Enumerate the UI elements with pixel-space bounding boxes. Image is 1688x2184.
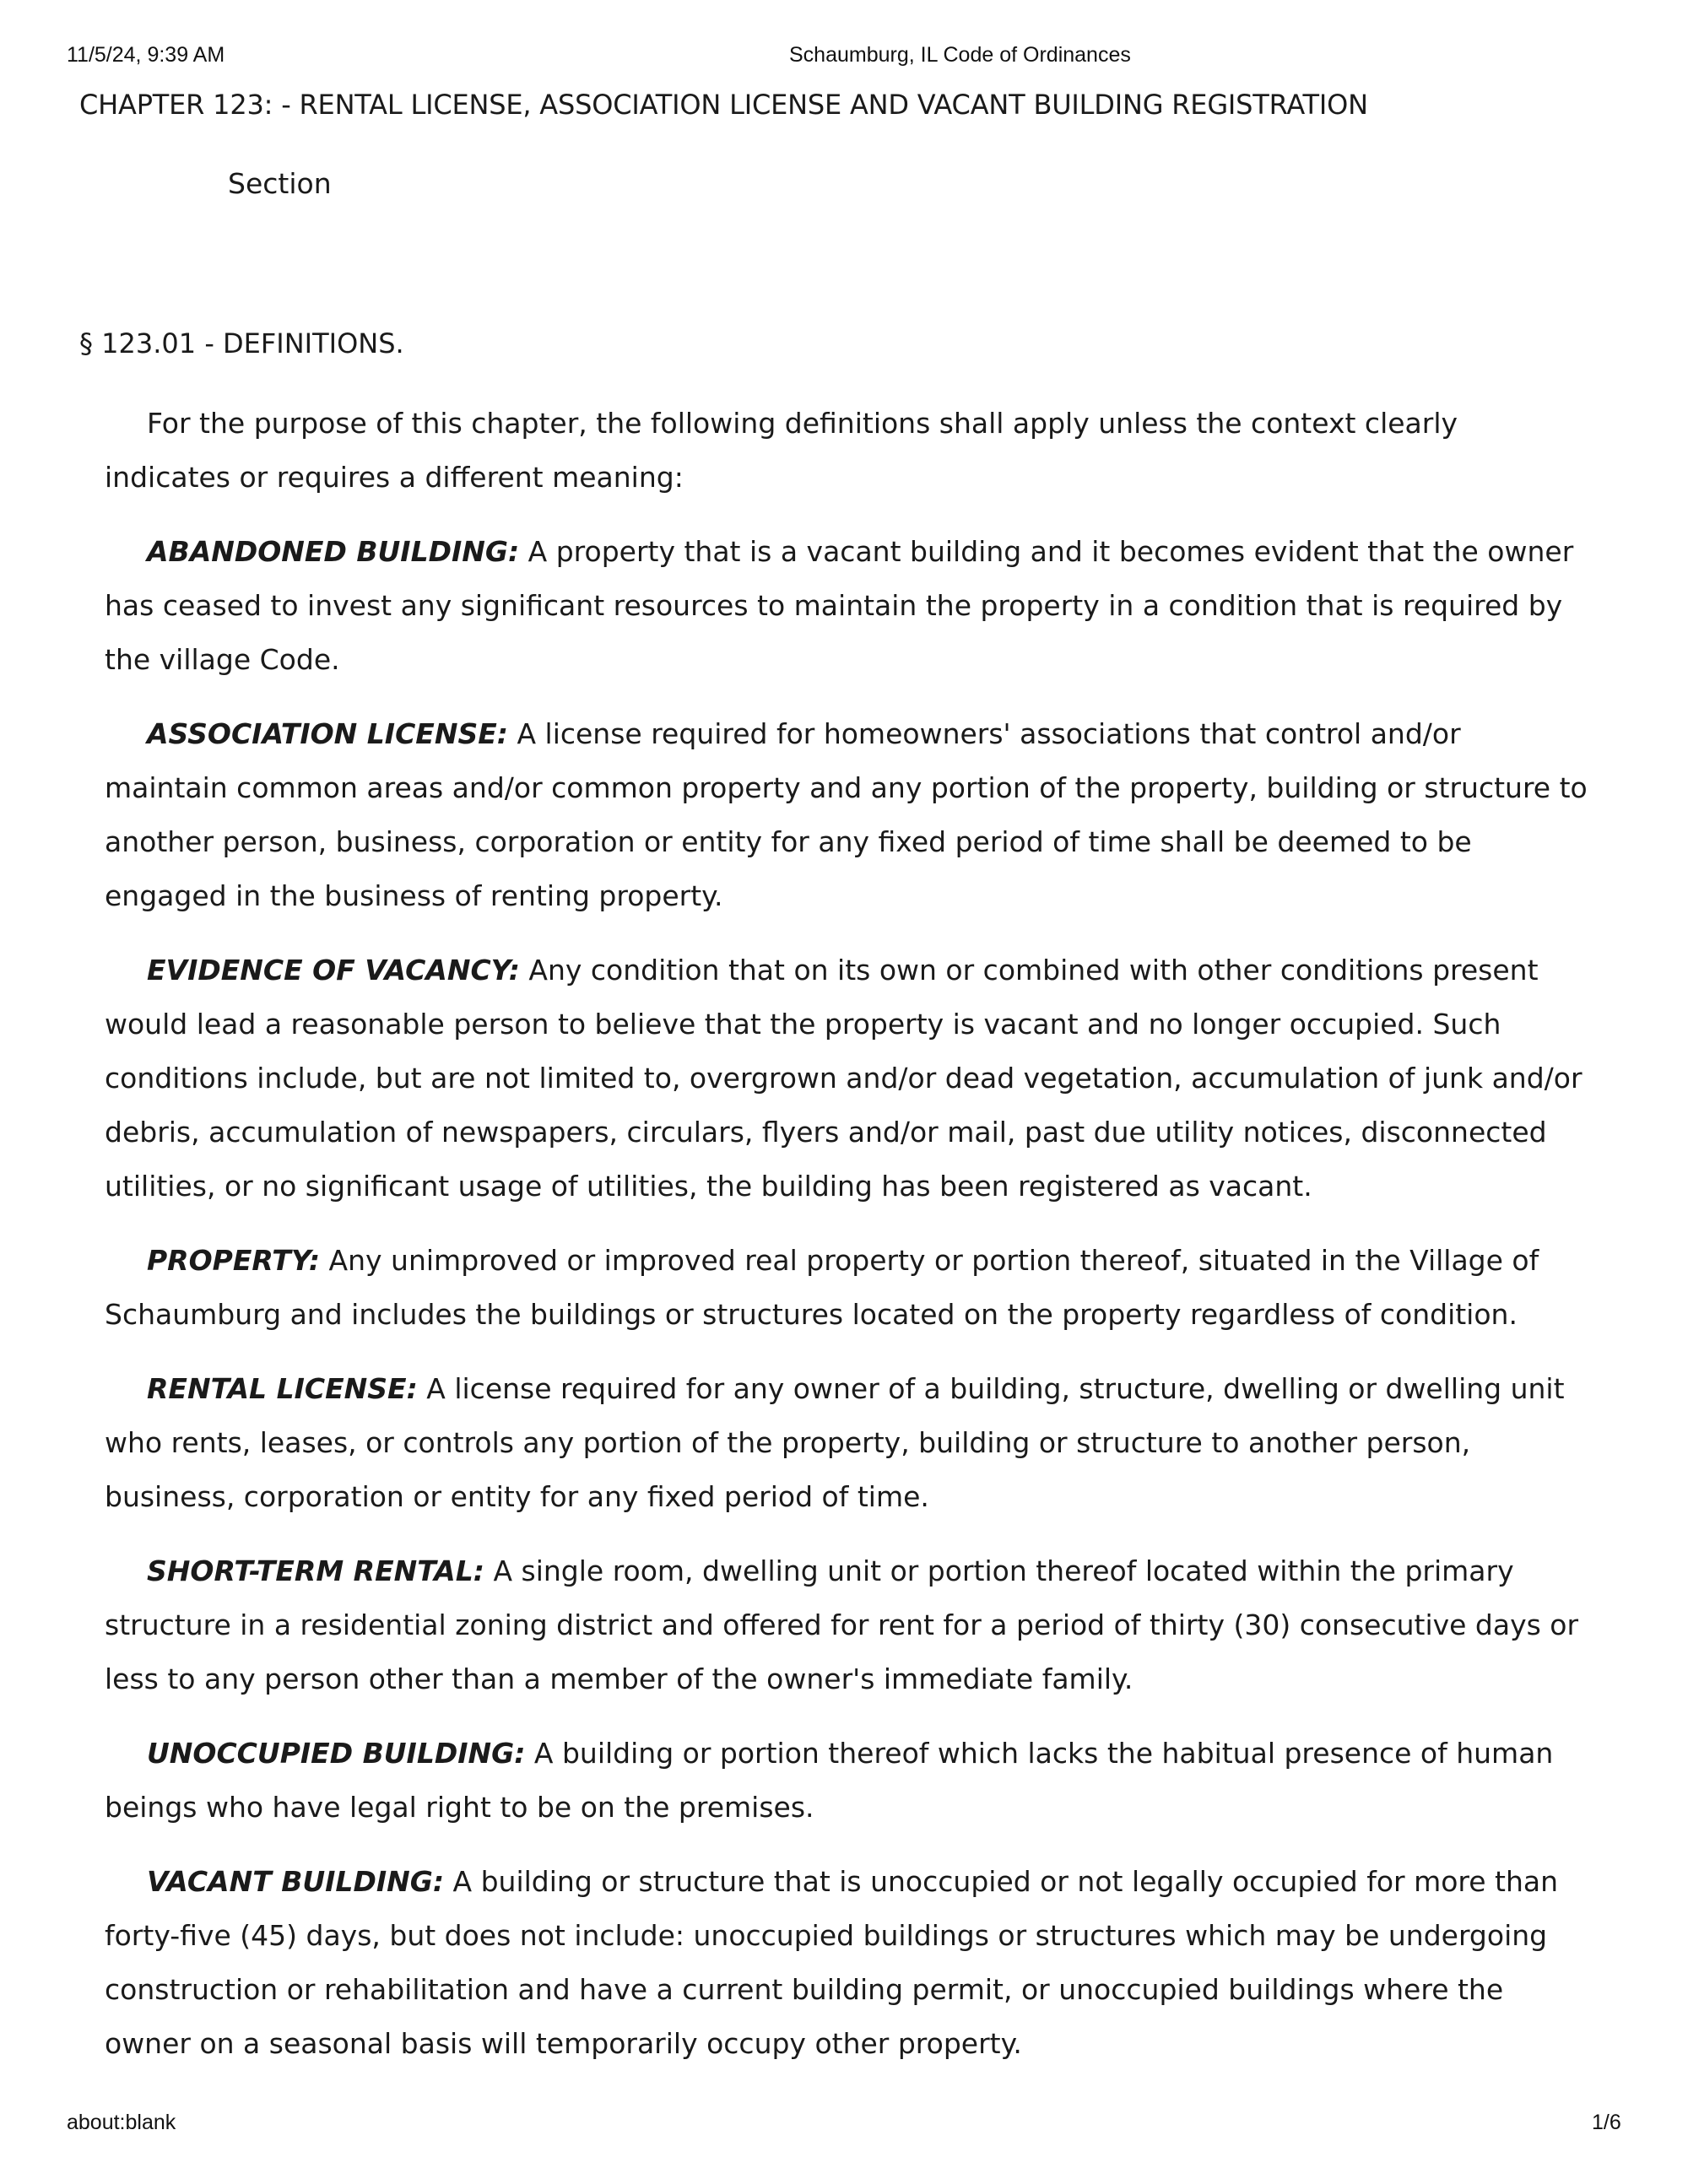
definition-term: VACANT BUILDING: — [147, 1865, 445, 1898]
definition-text: A single room, dwelling unit or portion thereof located within the primary structure in a residential zoning district and offered for rent for a period of thirty (30) consecutive days or less to any person other than a member of the owner's immediate family. — [105, 1554, 1579, 1695]
definition-text: A license required for homeowners' associations that control and/or maintain common areas and/or common property and any portion of the property, building or structure to another person, business, corporation or entity for any fixed period of time shall be deemed to be engaged in the business of renting property. — [105, 717, 1588, 912]
definition-term: ASSOCIATION LICENSE: — [147, 717, 508, 750]
print-header-datetime: 11/5/24, 9:39 AM — [67, 43, 225, 67]
definition-term: PROPERTY: — [147, 1244, 321, 1277]
definition-text: A property that is a vacant building and it becomes evident that the owner has ceased to invest any significant resources to maintain the property in a condition that is required by the village Code. — [105, 535, 1574, 676]
definition-term: RENTAL LICENSE: — [147, 1372, 418, 1405]
intro-paragraph: For the purpose of this chapter, the following definitions shall apply unless the context clearly indicates or requires a different meaning: — [105, 407, 1458, 494]
definition-term: EVIDENCE OF VACANCY: — [147, 954, 520, 987]
definition-paragraph — [105, 1234, 1590, 1342]
definition-paragraph — [105, 1855, 1590, 2071]
definition-text: A building or portion thereof which lacks the habitual presence of human beings who have legal right to be on the premises. — [105, 1737, 1554, 1824]
definition-text: Any condition that on its own or combined with other conditions present would lead a reasonable person to believe that the property is vacant and no longer occupied. Such conditions include, but are not limited to, overgrown and/or dead vegetation, accumulation of junk and/or debris, accumulation of newspapers, circulars, flyers and/or mail, past due utility notices, disconnected utilities, or no significant usage of utilities, the building has been registered as vacant. — [105, 954, 1582, 1203]
definition-term: SHORT-TERM RENTAL: — [147, 1554, 484, 1587]
definition-term: ABANDONED BUILDING: — [147, 535, 520, 568]
definition-text: A license required for any owner of a building, structure, dwelling or dwelling unit who rents, leases, or controls any portion of the property, building or structure to another person, business, corporation or entity for any fixed period of time. — [105, 1372, 1565, 1513]
definition-paragraph — [105, 707, 1590, 923]
definition-paragraph — [105, 1362, 1590, 1524]
definition-term: UNOCCUPIED BUILDING: — [147, 1737, 526, 1770]
definition-paragraph — [105, 525, 1590, 687]
print-footer-page-number: 1/6 — [1592, 2111, 1621, 2134]
section-label: Section — [228, 167, 332, 200]
definition-text: Any unimproved or improved real property or portion thereof, situated in the Village of Schaumburg and includes the buildings or structures located on the property regardless of condition. — [105, 1244, 1539, 1331]
definition-paragraph — [105, 1727, 1590, 1835]
definition-text: A building or structure that is unoccupied or not legally occupied for more than forty-five (45) days, but does not include: unoccupied buildings or structures which may be undergoing construction or rehabilitation and have a current building permit, or unoccupied buildings where the owner on a seasonal basis will temporarily occupy other property. — [105, 1865, 1559, 2060]
definition-paragraph — [105, 943, 1590, 1214]
chapter-title: CHAPTER 123: - RENTAL LICENSE, ASSOCIATION LICENSE AND VACANT BUILDING REGISTRATION — [79, 89, 1368, 121]
section-heading: § 123.01 - DEFINITIONS. — [79, 327, 404, 359]
print-footer-url: about:blank — [67, 2111, 176, 2134]
print-header-title: Schaumburg, IL Code of Ordinances — [789, 43, 1131, 67]
definitions-content — [105, 397, 1590, 2091]
definition-paragraph — [105, 1544, 1590, 1706]
